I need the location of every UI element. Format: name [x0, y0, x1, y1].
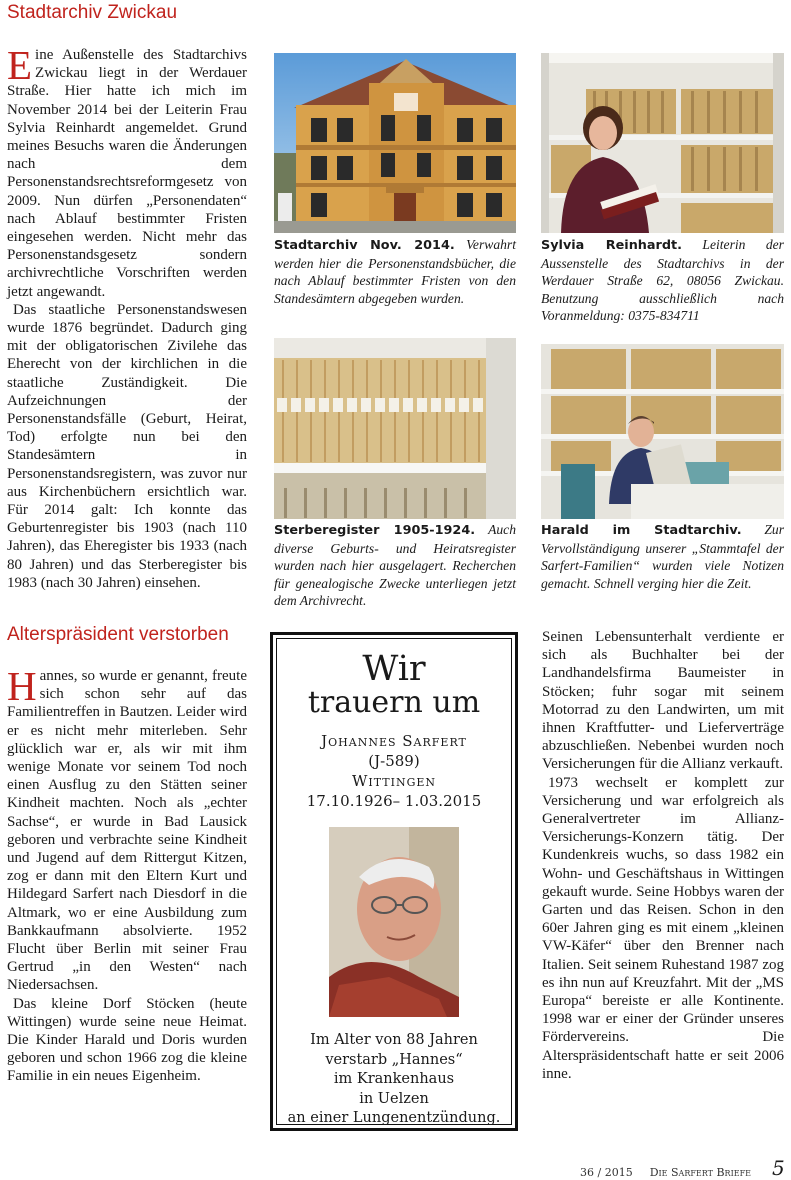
obituary-text-line1: Im Alter von 88 Jahren: [310, 1032, 478, 1048]
caption-sylvia-lead: Sylvia Reinhardt.: [541, 238, 682, 253]
obituary-dates: 17.10.1926– 1.03.2015: [306, 792, 482, 810]
obituary-text: [273, 1031, 515, 1129]
article-alterspraesident-p1: annes, so wurde er genannt, freute sich schon sehr auf das Familientreffen in Bautzen. Leider wird er es nicht mehr miterleben. Sehr glücklich war er, als wir mit ihm wenige Monate vor seinem Tod noch einen Ausflug zu den Stätten seiner Kindheit machten. Noch als „echter Sachse“, er wurde in Bad Lausick geboren und verbrachte seine Kindheit und Jugend auf dem Rittergut Kitzen, zog er dann mit den Eltern Kurt und Hildegard Sarfert nach Diesdorf in die Altmark, wo er eine Ausbildung zum Bankkaufmann absolvierte. 1952 Flucht über Berlin mit seiner Frau Gertrud „in den Westen“ nach Niedersachsen.: [7, 668, 247, 994]
section-title-alterspraesident: Alterspräsident verstorben: [7, 624, 229, 645]
caption-building-lead: Stadtarchiv Nov. 2014.: [274, 238, 455, 253]
obituary-text-line5: an einer Lungenentzündung.: [287, 1110, 501, 1126]
photo-sylvia-reinhardt: [541, 53, 784, 233]
footer-publication: Die Sarfert Briefe: [649, 1166, 751, 1179]
article-stadtarchiv: [7, 42, 247, 592]
obituary-title-line2: trauern um: [307, 685, 481, 720]
article-stadtarchiv-p1: ine Außenstelle des Stadtarchivs Zwickau liegt in der Werdauer Straße. Hier hatte ich mich im November 2014 bei der Leiterin Frau Sylvia Reinhardt angemeldet. Grund meines Besuchs waren die Änderungen nach dem Personenstandsrechtsreformgesetz von 2009. Nun dürfen „Personendaten“ nach Ablauf bestimmter Fristen eingesehen werden. Nicht mehr das Personenstandsgesetz sondern archivrechtliche Vorschriften werden jetzt angewandt.: [7, 47, 247, 300]
caption-harald-text: Zur Vervollständigung unserer „Stammtafel der Sarfert-Familien“ wurden viele Notizen gemacht. Schnell verging hier die Zeit.: [541, 522, 784, 591]
obituary-place: Wittingen: [351, 772, 437, 790]
caption-sylvia: [541, 236, 784, 325]
article-alterspraesident-p2: Das kleine Dorf Stöcken (heute Wittingen) wurde seine neue Heimat. Die Kinder Harald und Doris wurden geboren und schon 1966 zog die kleine Familie in ein neues Eigenheim.: [7, 995, 247, 1085]
photo-stadtarchiv-building: [274, 53, 516, 233]
obituary-text-line3: im Krankenhaus: [333, 1071, 455, 1087]
article-alterspraesident-p3: Seinen Lebensunterhalt verdiente er sich als Buchhalter bei der Landhandelsfirma Baumeister in Stöcken; fuhr sogar mit seinem Motorrad zu den Landwirten, um mit ihnen Kraftfutter- und Lieferverträge abzuschließen. Nebenbei wurden noch Versicherungen für die Allianz verkauft.: [542, 629, 784, 773]
obituary-id: (J-589): [368, 752, 420, 770]
caption-register-text: Auch diverse Geburts- und Heiratsregister wurden nach hier ausgelagert. Recherchen für genealogische Zwecke unterliegen jetzt dem Archivrecht.: [274, 522, 516, 609]
obituary-portrait: [329, 827, 459, 1017]
article-alterspraesident: [7, 663, 247, 1086]
caption-harald: [541, 521, 784, 592]
page-number: 5: [772, 1156, 785, 1180]
footer-issue: 36 / 2015: [580, 1166, 633, 1179]
caption-sylvia-text: Leiterin der Aussenstelle des Stadtarchivs in der Werdauer Straße 62, 08056 Zwickau. Benutzung ausschließlich nach Voranmeldung: 0375-834711: [541, 237, 784, 324]
page-footer: [580, 1166, 751, 1179]
dropcap-e: E: [7, 42, 33, 88]
caption-building-text: Verwahrt werden hier die Personenstandsbücher, die nach Ablauf bestimmter Fristen von den Standesämtern abgegeben wurden.: [274, 237, 516, 306]
obituary-text-line2: verstarb „Hannes“: [325, 1051, 463, 1068]
article-alterspraesident-continued: [542, 628, 784, 1083]
obituary-text-line4: in Uelzen: [359, 1090, 429, 1107]
photo-harald: [541, 344, 784, 519]
caption-register-lead: Sterberegister 1905-1924.: [274, 523, 476, 538]
article-alterspraesident-p4: 1973 wechselt er komplett zur Versicherung und war erfolgreich als Generalvertreter im Allianz-Versicherungs-Konzern tätig. Der Kundenkreis wuchs, so dass 1982 ein Wohn- und Geschäftshaus in Wittingen gekauft wurde. Seine Hobbys waren der Garten und das Reisen. Schon in den 60er Jahren ging es mit einem „kleinen VW-Käfer“ über den Brenner nach Italien. Seit seinem Ruhestand 1987 zog es ihn nun auf Kreuzfahrt. Mit der „MS Europa“ bereiste er alle Kontinente. 1998 war er einer der Gründer unseres Fördervereins. Die Alterspräsidentschaft hatte er seit 2006 inne.: [542, 774, 784, 1082]
photo-sterberegister: [274, 338, 516, 519]
article-stadtarchiv-p2: Das staatliche Personenstandswesen wurde 1876 begründet. Dadurch ging mit der obligatorischen Zivilehe das Eherecht von der kirchlichen in die staatliche Zuständigkeit. Die Aufzeichnungen der Personenstandsfälle (Geburt, Heirat, Tod) erfolgte nun bei den Standesämtern in Personenstandsregistern, was zuvor nur aus Kirchenbüchern ersichtlich war. Für 2014 galt: Ich konnte das Geburtenregister bis 1903 (nach 110 Jahren), das Eheregister bis 1933 (nach 80 Jahren) und das Sterberegister bis 1983 (nach 30 Jahren) einsehen.: [7, 301, 247, 591]
caption-register: [274, 521, 516, 610]
caption-building: [274, 236, 516, 307]
dropcap-h: H: [7, 663, 37, 709]
obituary-title-line1: Wir: [362, 649, 426, 689]
caption-harald-lead: Harald im Stadtarchiv.: [541, 523, 742, 538]
obituary-notice: [270, 632, 518, 1131]
section-title-stadtarchiv: Stadtarchiv Zwickau: [7, 2, 178, 23]
obituary-name: Johannes Sarfert: [321, 732, 467, 750]
